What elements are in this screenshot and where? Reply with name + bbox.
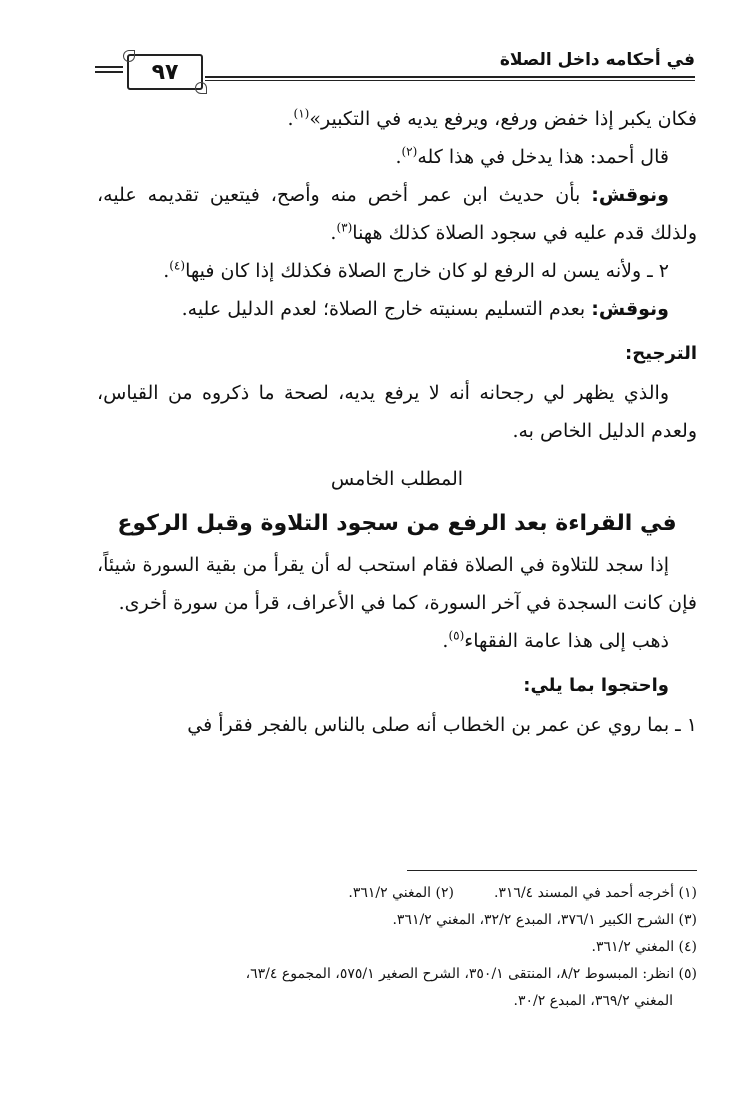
text: . <box>287 108 294 130</box>
text: . <box>395 146 402 168</box>
header-title: في أحكامه داخل الصلاة <box>499 50 695 70</box>
header-rule <box>95 71 123 73</box>
text: ٢ ـ ولأنه يسن له الرفع لو كان خارج الصلاة فكذلك إذا كان فيها <box>185 260 669 282</box>
header-rule <box>95 66 123 68</box>
paragraph: ١ ـ بما روي عن عمر بن الخطاب أنه صلى بالناس بالفجر فقرأ في <box>187 714 697 736</box>
text: بعدم التسليم بسنيته خارج الصلاة؛ لعدم الدليل عليه. <box>181 298 592 320</box>
text: قال أحمد: هذا يدخل في هذا كله <box>417 146 669 168</box>
footnotes <box>97 880 697 1015</box>
running-header <box>95 38 695 88</box>
footnote-ref: (١) <box>293 106 310 121</box>
footnote-ref: (٢) <box>401 144 418 159</box>
section-title: في القراءة بعد الرفع من سجود التلاوة وقبل الركوع <box>117 511 677 536</box>
footnote-separator <box>407 870 697 871</box>
bold-label: ونوقش: <box>591 184 669 206</box>
text: . <box>330 222 337 244</box>
paragraph <box>97 176 697 252</box>
paragraph: إذا سجد للتلاوة في الصلاة فقام استحب له أن يقرأ من بقية السورة شيئاً، فإن كانت السجدة في آخر السورة، كما في الأعراف، قرأ من سورة أخرى. <box>97 554 697 614</box>
footnote-ref: (٤) <box>169 258 186 273</box>
paragraph <box>97 138 697 176</box>
text: . <box>442 630 449 652</box>
footnote-3: (٣) الشرح الكبير ٣٧٦/١، المبدع ٣٢/٢، المغني ٣٦١/٢. <box>392 912 697 928</box>
text: فكان يكبر إذا خفض ورفع، ويرفع يديه في التكبير» <box>309 108 697 130</box>
paragraph <box>97 100 697 138</box>
footnote-ref: (٥) <box>448 628 465 643</box>
text: ذهب إلى هذا عامة الفقهاء <box>464 630 669 652</box>
page-number: ٩٧ <box>127 54 203 90</box>
footnote-5-cont: المغني ٣٦٩/٢، المبدع ٣٠/٢. <box>513 993 673 1009</box>
footnote-4: (٤) المغني ٣٦١/٢. <box>591 939 697 955</box>
paragraph <box>97 290 697 328</box>
tarjih-heading: الترجيح: <box>625 343 697 364</box>
text: بأن حديث ابن عمر أخص منه وأصح، فيتعين تقديمه عليه، ولذلك قدم عليه في سجود الصلاة كذلك ههنا <box>97 184 697 244</box>
main-text <box>97 100 697 744</box>
footnote <box>97 880 697 907</box>
text: . <box>163 260 170 282</box>
footnote-ref: (٣) <box>336 220 353 235</box>
section-label: المطلب الخامس <box>330 468 464 490</box>
ihtajju-heading: واحتجوا بما يلي: <box>523 675 669 696</box>
bold-label: ونوقش: <box>591 298 669 320</box>
paragraph <box>97 252 697 290</box>
header-rule <box>205 76 695 78</box>
header-rule <box>205 80 695 81</box>
paragraph: والذي يظهر لي رجحانه أنه لا يرفع يديه، لصحة ما ذكروه من القياس، ولعدم الدليل الخاص به. <box>97 382 697 442</box>
footnote-5: (٥) انظر: المبسوط ٨/٢، المنتقى ٣٥٠/١، الشرح الصغير ٥٧٥/١، المجموع ٦٣/٤، <box>245 966 697 982</box>
footnote-1: (١) أخرجه أحمد في المسند ٣١٦/٤. <box>493 885 697 901</box>
paragraph <box>97 622 697 660</box>
footnote-2: (٢) المغني ٣٦١/٢. <box>348 885 454 901</box>
